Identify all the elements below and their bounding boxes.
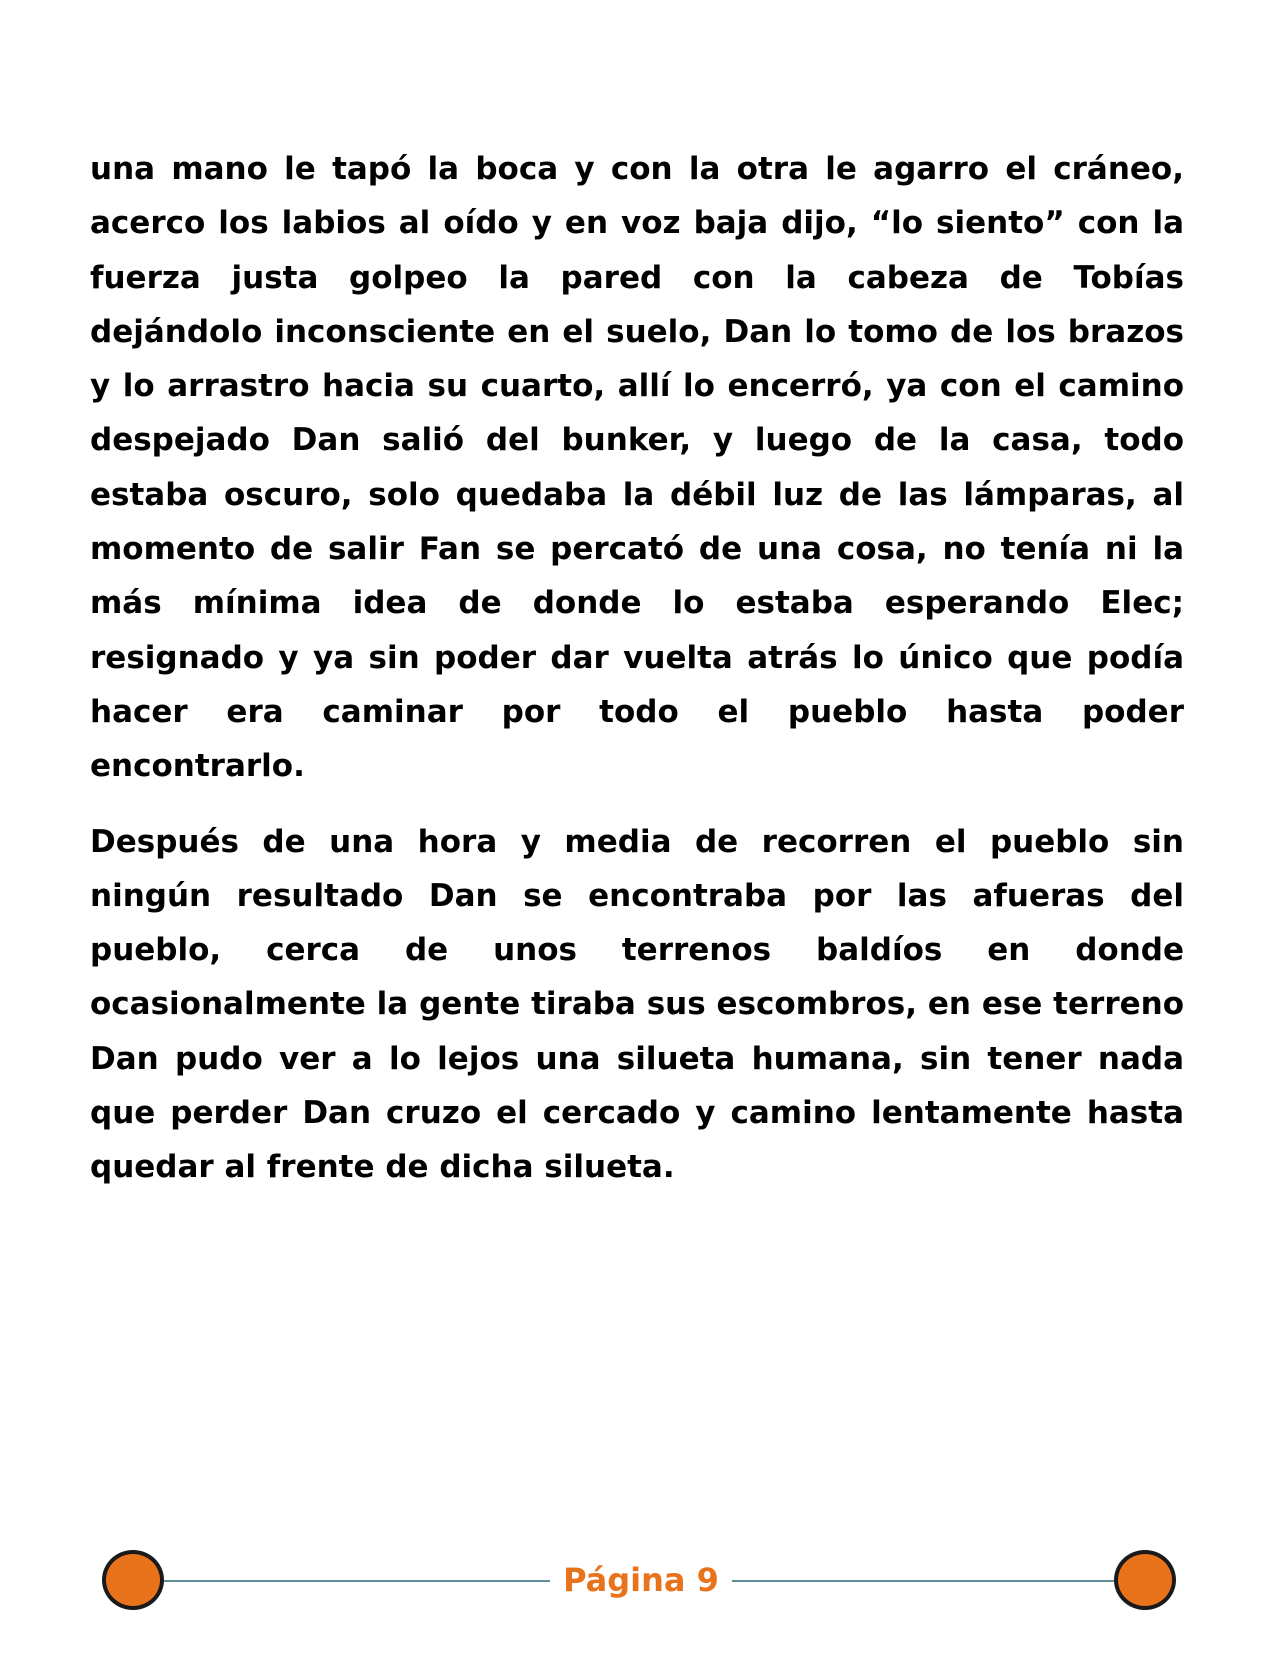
page-number: Página 9 bbox=[563, 1561, 719, 1599]
footer-left-circle-icon bbox=[102, 1550, 164, 1610]
paragraph-1: una mano le tapó la boca y con la otra le agarro el cráneo, acerco los labios al oído y en voz baja dijo, “lo siento” con la fuerza justa golpeo la pared con la cabeza de Tobías dejándolo inconsciente en el suelo, Dan lo tomo de los brazos y lo arrastro hacia su cuarto, allí lo encerró, ya con el camino despejado Dan salió del bunker, y luego de la casa, todo estaba oscuro, solo quedaba la débil luz de las lámparas, al momento de salir Fan se percató de una cosa, no tenía ni la más mínima idea de donde lo estaba esperando Elec; resignado y ya sin poder dar vuelta atrás lo único que podía hacer era caminar por todo el pueblo hasta poder encontrarlo. bbox=[90, 151, 1184, 785]
page-footer bbox=[0, 1548, 1280, 1618]
footer-right-circle-icon bbox=[1114, 1550, 1176, 1610]
footer-right-rule bbox=[732, 1580, 1114, 1582]
footer-left-rule bbox=[164, 1580, 550, 1582]
paragraph-2: Después de una hora y media de recorren el pueblo sin ningún resultado Dan se encontraba por las afueras del pueblo, cerca de unos terrenos baldíos en donde ocasionalmente la gente tiraba sus escombros, en ese terreno Dan pudo ver a lo lejos una silueta humana, sin tener nada que perder Dan cruzo el cercado y camino lentamente hasta quedar al frente de dicha silueta. bbox=[90, 823, 1184, 1186]
page-body bbox=[90, 142, 1184, 1216]
